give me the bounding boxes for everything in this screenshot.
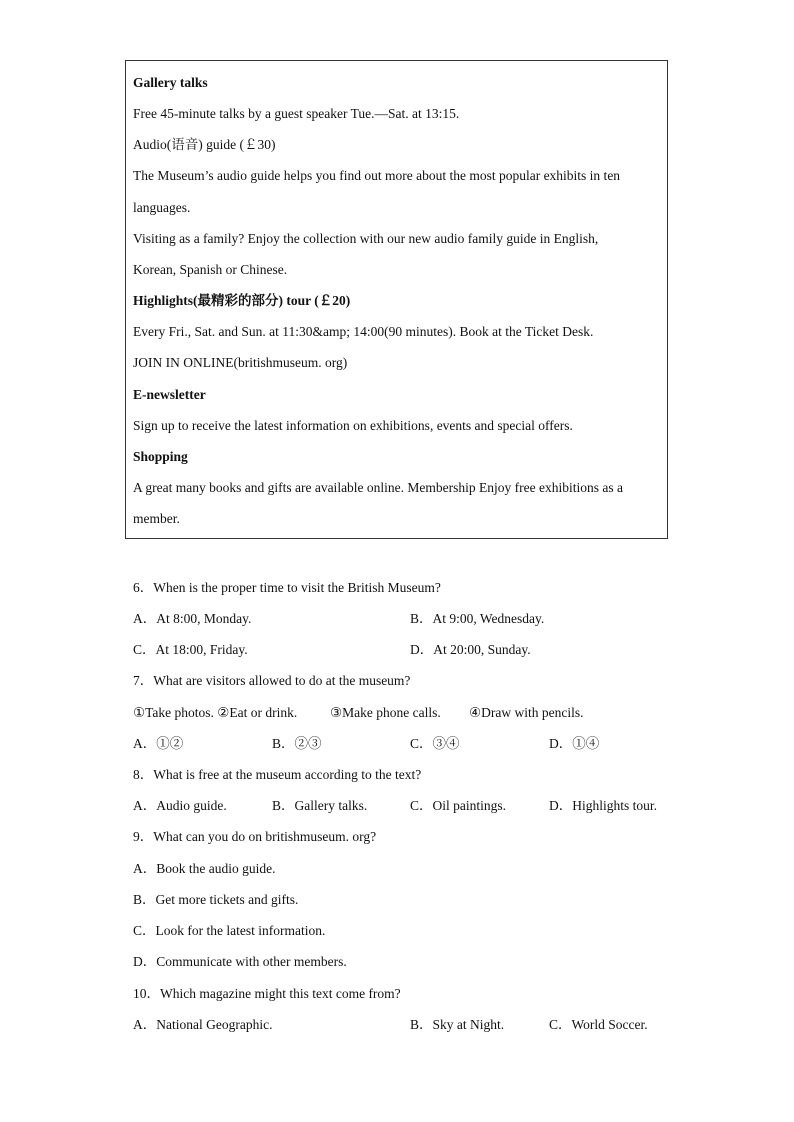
audio-guide-heading: Audio(语音) guide (￡30) [133,137,276,152]
audio-guide-text-2: languages. [133,200,191,215]
q10-option-b: B．Sky at Night. [410,1017,505,1032]
q8-option-c: C．Oil paintings. [410,798,507,813]
q9-option-d: D．Communicate with other members. [133,954,347,969]
q8-option-d: D．Highlights tour. [549,798,658,813]
q9-option-b: B．Get more tickets and gifts. [133,892,299,907]
q6-option-b: B．At 9:00, Wednesday. [410,611,545,626]
join-online: JOIN IN ONLINE(britishmuseum. org) [133,355,348,370]
q6-option-d: D．At 20:00, Sunday. [410,642,531,657]
q9-stem: 9．What can you do on britishmuseum. org? [133,829,377,844]
q6-option-a: A．At 8:00, Monday. [133,611,252,626]
q7-option-d: D．①④ [549,736,600,751]
q6-option-c: C．At 18:00, Friday. [133,642,248,657]
enewsletter-text: Sign up to receive the latest information on exhibitions, events and special offers. [133,418,573,433]
shopping-text-1: A great many books and gifts are available online. Membership Enjoy free exhibitions as a [133,480,623,495]
q10-option-a: A．National Geographic. [133,1017,273,1032]
family-text-1: Visiting as a family? Enjoy the collection with our new audio family guide in English, [133,231,599,246]
q9-option-c: C．Look for the latest information. [133,923,326,938]
q7-item-3: ③Make phone calls. [330,705,441,720]
gallery-talks-heading: Gallery talks [133,75,208,90]
q8-option-a: A．Audio guide. [133,798,227,813]
audio-guide-text-1: The Museum’s audio guide helps you find out more about the most popular exhibits in ten [133,168,621,183]
q8-option-b: B．Gallery talks. [272,798,368,813]
q8-stem: 8．What is free at the museum according to the text? [133,767,422,782]
q7-option-b: B．②③ [272,736,322,751]
gallery-talks-text: Free 45-minute talks by a guest speaker Tue.—Sat. at 13:15. [133,106,460,121]
q9-option-a: A．Book the audio guide. [133,861,276,876]
q7-option-a: A．①② [133,736,184,751]
q10-option-c: C．World Soccer. [549,1017,648,1032]
highlights-heading: Highlights(最精彩的部分) tour (￡20) [133,293,351,308]
q10-stem: 10．Which magazine might this text come from? [133,986,401,1001]
q7-items-1-2: ①Take photos. ②Eat or drink. [133,705,298,720]
highlights-text: Every Fri., Sat. and Sun. at 11:30&amp; 14:00(90 minutes). Book at the Ticket Desk. [133,324,594,339]
shopping-heading: Shopping [133,449,188,464]
q7-option-c: C．③④ [410,736,460,751]
enewsletter-heading: E-newsletter [133,387,206,402]
q6-stem: 6．When is the proper time to visit the British Museum? [133,580,441,595]
q7-item-4: ④Draw with pencils. [469,705,584,720]
family-text-2: Korean, Spanish or Chinese. [133,262,288,277]
shopping-text-2: member. [133,511,180,526]
q7-stem: 7．What are visitors allowed to do at the museum? [133,673,411,688]
